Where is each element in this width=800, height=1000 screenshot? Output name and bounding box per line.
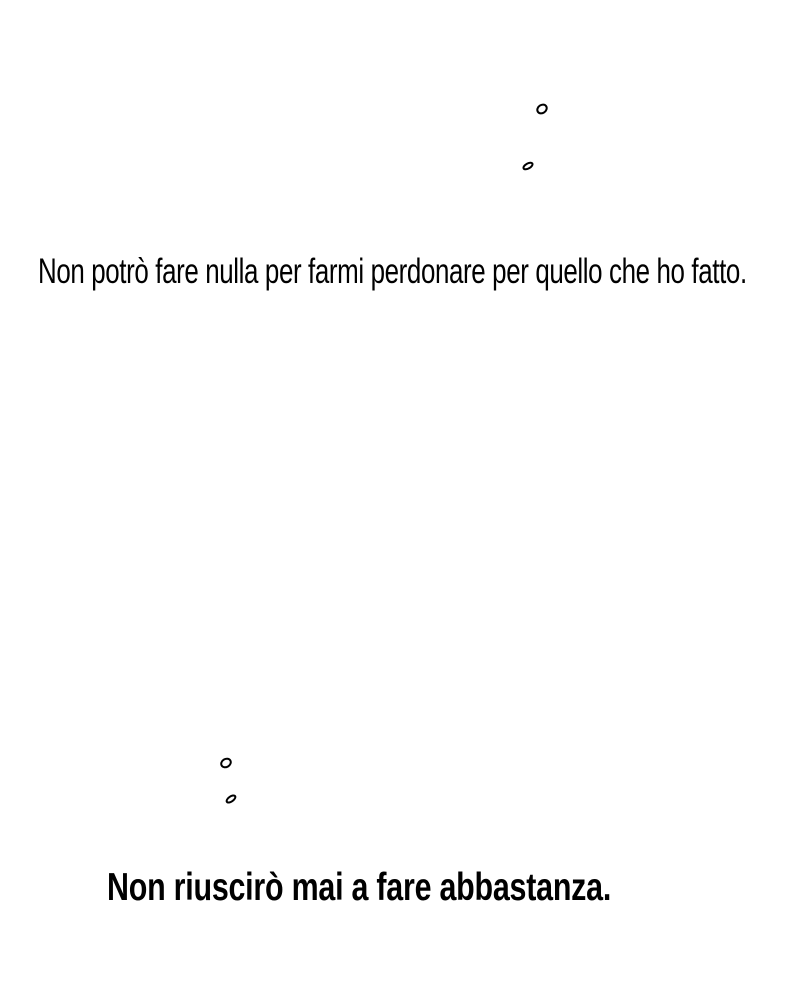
thought-dot-large [536, 103, 549, 115]
caption-text: Non riuscirò mai a fare abbastanza. [107, 866, 612, 909]
comic-panel-bottom [0, 500, 800, 1000]
thought-bubble-dots-icon [210, 750, 250, 810]
thought-bubble-dots-icon [515, 95, 555, 185]
caption-text: Non potrò fare nulla per farmi perdonare per quello che ho fatto. [38, 252, 747, 291]
thought-dot-small [522, 161, 533, 170]
thought-dot-small [225, 794, 236, 804]
thought-dot-large [220, 757, 233, 769]
